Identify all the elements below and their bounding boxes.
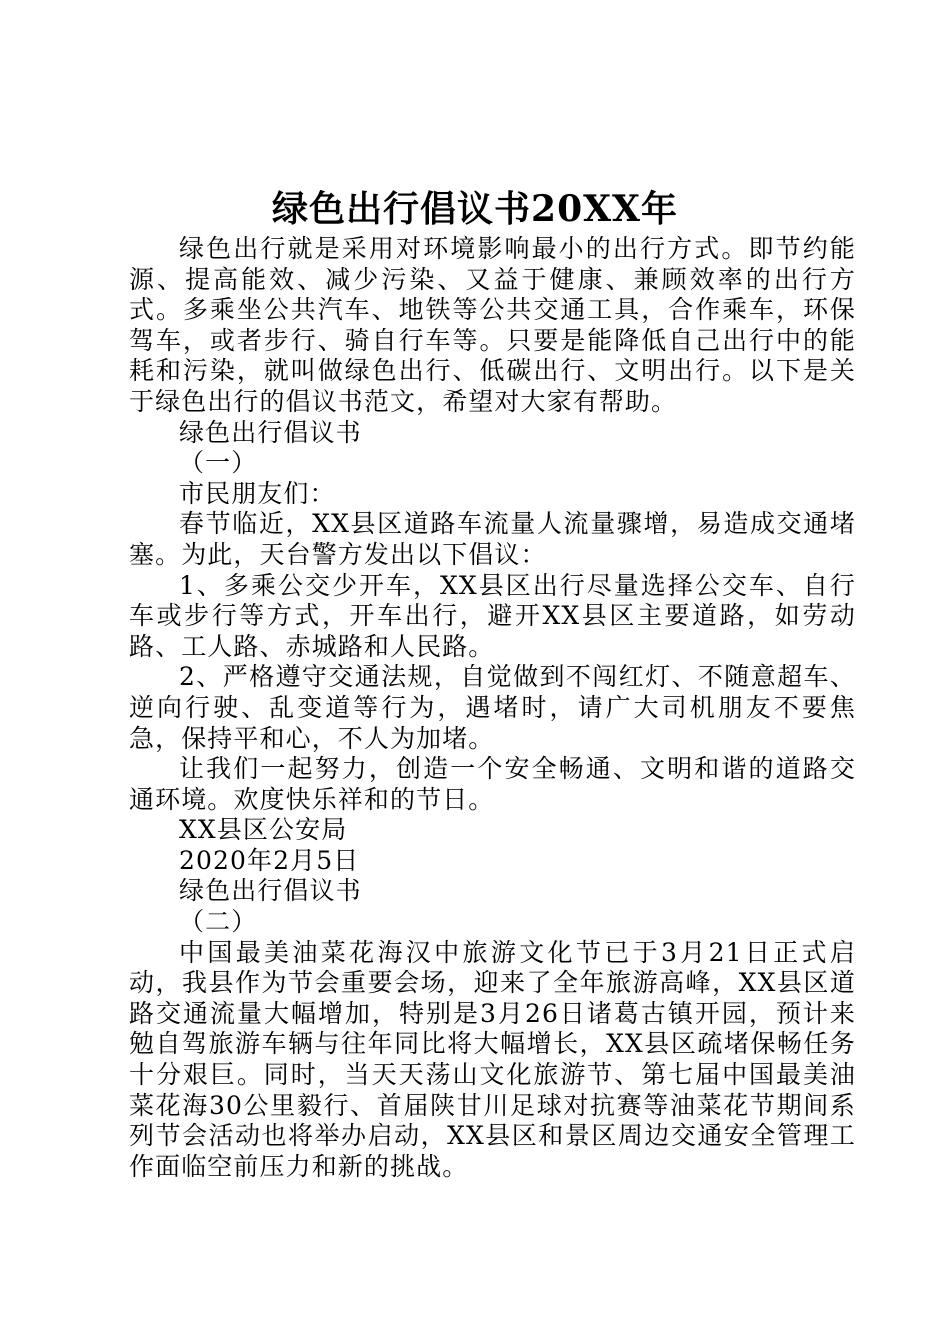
- section-heading: 绿色出行倡议书: [179, 417, 362, 447]
- signature-date: 2020年2月5日: [179, 845, 360, 875]
- body-paragraph: 春节临近，XX县区道路车流量人流量骤增，易造成交通堵塞。为此，天台警方发出以下倡议：: [129, 509, 856, 569]
- intro-paragraph: 绿色出行就是采用对环境影响最小的出行方式。即节约能源、提高能效、减少污染、又益于健康、兼顾效率的出行方式。多乘坐公共汽车、地铁等公共交通工具，合作乘车，环保驾车，或者步行、骑自行车等。只要是能降低自己出行中的能耗和污染，就叫做绿色出行、低碳出行、文明出行。以下是关于绿色出行的倡议书范文，希望对大家有帮助。: [129, 234, 856, 416]
- section-number: （二）: [179, 907, 258, 937]
- salutation: 市民朋友们：: [179, 478, 336, 508]
- signature-organization: XX县区公安局: [179, 815, 348, 845]
- section-number: （一）: [179, 448, 258, 478]
- document-title: 绿色出行倡议书20XX年: [272, 188, 678, 230]
- proposal-item: 1、多乘公交少开车，XX县区出行尽量选择公交车、自行车或步行等方式，开车出行，避开XX县区主要道路，如劳动路、工人路、赤城路和人民路。: [129, 570, 856, 661]
- proposal-item: 2、严格遵守交通法规，自觉做到不闯红灯、不随意超车、逆向行驶、乱变道等行为，遇堵时，请广大司机朋友不要焦急，保持平和心，不人为加堵。: [129, 662, 856, 753]
- body-paragraph: 让我们一起努力，创造一个安全畅通、文明和谐的道路交通环境。欢度快乐祥和的节日。: [129, 754, 856, 814]
- section-heading: 绿色出行倡议书: [179, 876, 362, 906]
- body-paragraph: 中国最美油菜花海汉中旅游文化节已于3月21日正式启动，我县作为节会重要会场，迎来了全年旅游高峰，XX县区道路交通流量大幅增加，特别是3月26日诸葛古镇开园，预计来勉自驾旅游车辆与往年同比将大幅增长，XX县区疏堵保畅任务十分艰巨。同时，当天天荡山文化旅游节、第七届中国最美油菜花海30公里毅行、首届陕甘川足球对抗赛等油菜花节期间系列节会活动也将举办启动，XX县区和景区周边交通安全管理工作面临空前压力和新的挑战。: [129, 937, 856, 1181]
- document-body: [129, 234, 856, 1182]
